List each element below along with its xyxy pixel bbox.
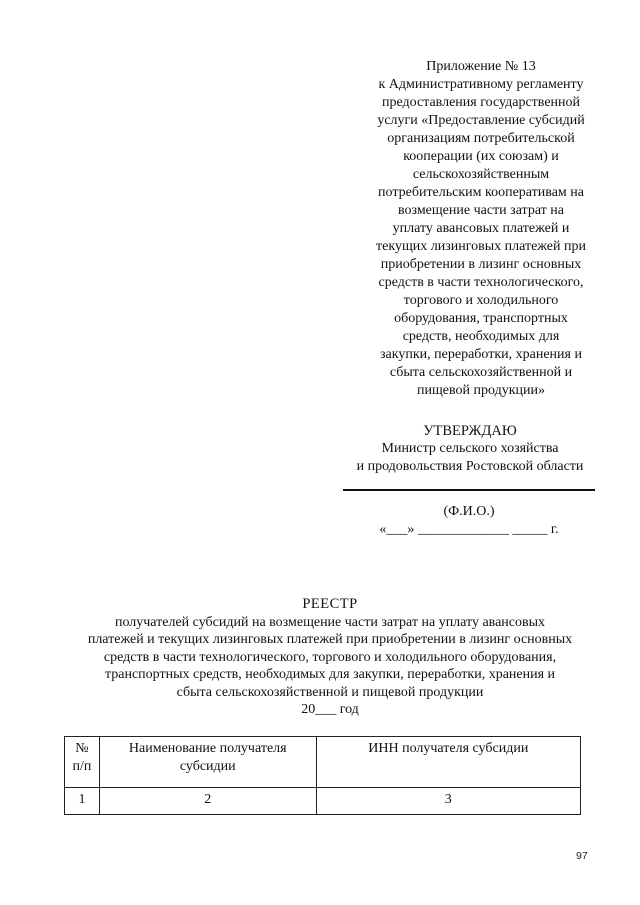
signature-line [343, 489, 595, 491]
appendix-line: организациям потребительской [387, 131, 575, 146]
page-number: 97 [576, 850, 588, 862]
column-number-2: 2 [99, 788, 316, 815]
appendix-line: текущих лизинговых платежей при [376, 239, 586, 254]
registry-line: средств в части технологического, торгового и холодильного оборудования, [103, 649, 557, 665]
approval-block [330, 422, 610, 476]
registry-title: РЕЕСТР [302, 596, 358, 612]
appendix-block [352, 58, 610, 400]
header-number: № п/п [65, 737, 100, 788]
registry-line: транспортных средств, необходимых для закупки, переработки, хранения и [104, 667, 556, 682]
registry-line: получателей субсидий на возмещение части затрат на уплату авансовых [114, 614, 546, 630]
appendix-line: средств, необходимых для [402, 329, 560, 344]
appendix-line: оборудования, транспортных [394, 311, 568, 326]
appendix-line: приобретении в лизинг основных [380, 257, 582, 272]
registry-line: платежей и текущих лизинговых платежей при приобретении в лизинг основных [87, 632, 573, 647]
appendix-line: Приложение № 13 [426, 59, 536, 74]
header-inn: ИНН получателя субсидии [316, 737, 580, 788]
approval-title: УТВЕРЖДАЮ [423, 423, 517, 439]
header-recipient-name: Наименование получателя субсидии [99, 737, 316, 788]
approval-position: Министр сельского хозяйства [381, 441, 559, 456]
column-number-1: 1 [65, 788, 100, 815]
registry-heading [62, 596, 598, 719]
appendix-line: предоставления государственной [381, 95, 581, 110]
approval-date: «___» _____________ _____ г. [379, 522, 559, 537]
appendix-line: пищевой продукции» [417, 383, 545, 398]
table-header-row [65, 737, 581, 788]
table-numbering-row [65, 788, 581, 815]
appendix-line: сбыта сельскохозяйственной и [389, 365, 573, 380]
appendix-line: возмещение части затрат на [397, 203, 565, 218]
appendix-line: кооперации (их союзам) и [403, 149, 559, 164]
registry-table [64, 736, 581, 815]
registry-line: сбыта сельскохозяйственной и пищевой продукции [176, 684, 484, 700]
appendix-line: уплату авансовых платежей и [392, 221, 570, 236]
appendix-line: сельскохозяйственным [412, 167, 550, 182]
appendix-line: услуги «Предоставление субсидий [377, 113, 585, 128]
appendix-line: средств в части технологического, [378, 275, 584, 290]
fio-caption: (Ф.И.О.) [443, 504, 495, 519]
approval-ministry: и продовольствия Ростовской области [356, 459, 584, 474]
appendix-line: потребительским кооперативам на [378, 185, 584, 200]
appendix-line: торгового и холодильного [403, 293, 559, 308]
registry-year: 20___ год [301, 702, 359, 717]
appendix-line: к Административному регламенту [378, 77, 584, 92]
column-number-3: 3 [316, 788, 580, 815]
appendix-line: закупки, переработки, хранения и [380, 347, 582, 362]
